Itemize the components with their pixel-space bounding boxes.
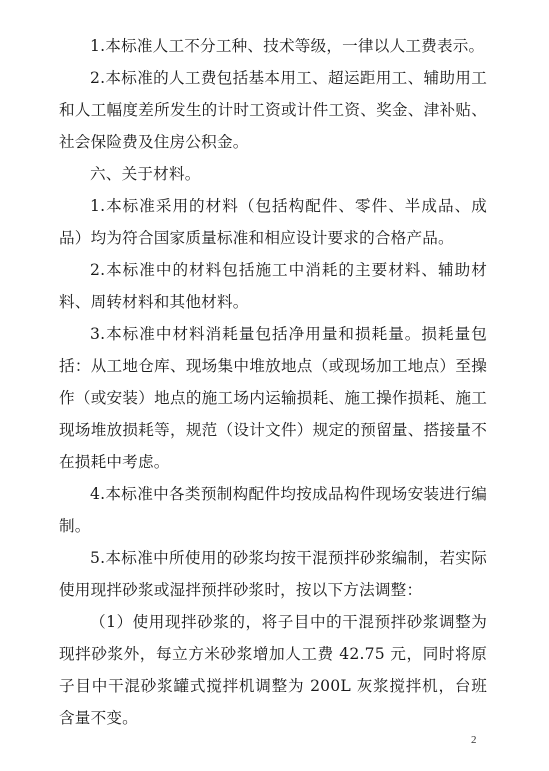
paragraph-labor-no-classification: 1.本标准人工不分工种、技术等级，一律以人工费表示。: [90, 37, 485, 55]
section-heading-materials: 六、关于材料。: [90, 165, 201, 183]
paragraph-labor-cost-components: 2.本标准的人工费包括基本用工、超运距用工、辅助用工和人工幅度差所发生的计时工资或计件工资、奖金、津补贴、社会保险费及住房公积金。: [59, 69, 487, 151]
paragraph-materials-types: 2.本标准中的材料包括施工中消耗的主要材料、辅助材料、周转材料和其他材料。: [59, 261, 487, 311]
paragraph-materials-qualified: 1.本标准采用的材料（包括构配件、零件、半成品、成品）均为符合国家质量标准和相应设计要求的合格产品。: [59, 197, 487, 247]
paragraph-site-mixed-mortar: （1）使用现拌砂浆的，将子目中的干混预拌砂浆调整为现拌砂浆外，每立方米砂浆增加人工费 42.75 元，同时将原子目中干混砂浆罐式搅拌机调整为 200L 灰浆搅拌机，台班含量不变。: [59, 613, 487, 727]
paragraph-materials-loss: 3.本标准中材料消耗量包括净用量和损耗量。损耗量包括：从工地仓库、现场集中堆放地点（或现场加工地点）至操作（或安装）地点的施工场内运输损耗、施工操作损耗、施工现场堆放损耗等，规范（设计文件）规定的预留量、搭接量不在损耗中考虑。: [59, 325, 487, 471]
paragraph-prefab-components: 4.本标准中各类预制构配件均按成品构件现场安装进行编制。: [59, 485, 487, 535]
document-body: [59, 30, 487, 734]
page-number: 2: [471, 734, 477, 746]
paragraph-mortar-adjustment: 5.本标准中所使用的砂浆均按干混预拌砂浆编制，若实际使用现拌砂浆或湿拌预拌砂浆时，按以下方法调整：: [59, 549, 487, 599]
